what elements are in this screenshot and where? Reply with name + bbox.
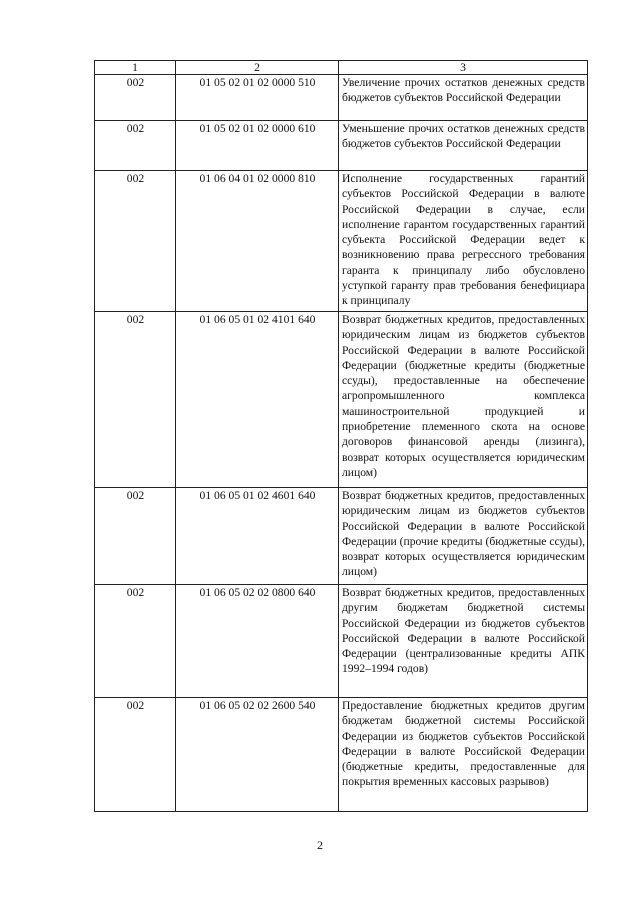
admin-code-cell: 002 — [95, 585, 176, 698]
table-row — [95, 585, 588, 698]
admin-code-cell: 002 — [95, 171, 176, 312]
classification-code-cell: 01 05 02 01 02 0000 510 — [176, 75, 339, 121]
description-cell: Увеличение прочих остатков денежных средств бюджетов субъектов Российской Федерации — [339, 75, 588, 121]
classification-code-cell: 01 06 05 01 02 4601 640 — [176, 488, 339, 585]
description-cell: Возврат бюджетных кредитов, предоставленных юридическим лицам из бюджетов субъектов Российской Федерации в валюте Российской Федерации (бюджетные кредиты (бюджетные ссуды), предоставленные на обеспечение агропромышленного комплекса машиностроительной продукцией и приобретение племенного скота на основе договоров финансовой аренды (лизинга), возврат которых осуществляется юридическим лицом) — [339, 312, 588, 488]
page-number: 2 — [317, 838, 323, 852]
description-cell: Возврат бюджетных кредитов, предоставленных юридическим лицам из бюджетов субъектов Российской Федерации в валюте Российской Федерации (прочие кредиты (бюджетные ссуды), возврат которых осуществляется юридическим лицом) — [339, 488, 588, 585]
header-col-1: 1 — [95, 61, 176, 75]
classification-code-cell: 01 06 05 01 02 4101 640 — [176, 312, 339, 488]
table-row — [95, 488, 588, 585]
table-header-row — [95, 61, 588, 75]
description-cell: Предоставление бюджетных кредитов другим бюджетам бюджетной системы Российской Федерации из бюджетов субъектов Российской Федерации в валюте Российской Федерации (бюджетные кредиты, предоставленные для покрытия временных кассовых разрывов) — [339, 698, 588, 812]
budget-sources-table — [94, 60, 588, 812]
admin-code-cell: 002 — [95, 488, 176, 585]
table-row — [95, 698, 588, 812]
classification-code-cell: 01 06 05 02 02 2600 540 — [176, 698, 339, 812]
classification-code-cell: 01 05 02 01 02 0000 610 — [176, 121, 339, 171]
header-col-3: 3 — [339, 61, 588, 75]
header-col-2: 2 — [176, 61, 339, 75]
classification-code-cell: 01 06 04 01 02 0000 810 — [176, 171, 339, 312]
description-cell: Возврат бюджетных кредитов, предоставленных другим бюджетам бюджетной системы Российской Федерации из бюджетов субъектов Российской Федерации в валюте Российской Федерации (централизованные кредиты АПК 1992–1994 годов) — [339, 585, 588, 698]
table-row — [95, 312, 588, 488]
classification-code-cell: 01 06 05 02 02 0800 640 — [176, 585, 339, 698]
table-row — [95, 121, 588, 171]
admin-code-cell: 002 — [95, 312, 176, 488]
table-row — [95, 171, 588, 312]
admin-code-cell: 002 — [95, 698, 176, 812]
description-cell: Уменьшение прочих остатков денежных средств бюджетов субъектов Российской Федерации — [339, 121, 588, 171]
description-cell: Исполнение государственных гарантий субъектов Российской Федерации в валюте Российской Федерации в случае, если исполнение гарантом государственных гарантий субъекта Российской Федерации ведет к возникновению права регрессного требования гаранта к принципалу либо обусловлено уступкой гаранту прав требования бенефициара к принципалу — [339, 171, 588, 312]
table-row — [95, 75, 588, 121]
admin-code-cell: 002 — [95, 75, 176, 121]
admin-code-cell: 002 — [95, 121, 176, 171]
